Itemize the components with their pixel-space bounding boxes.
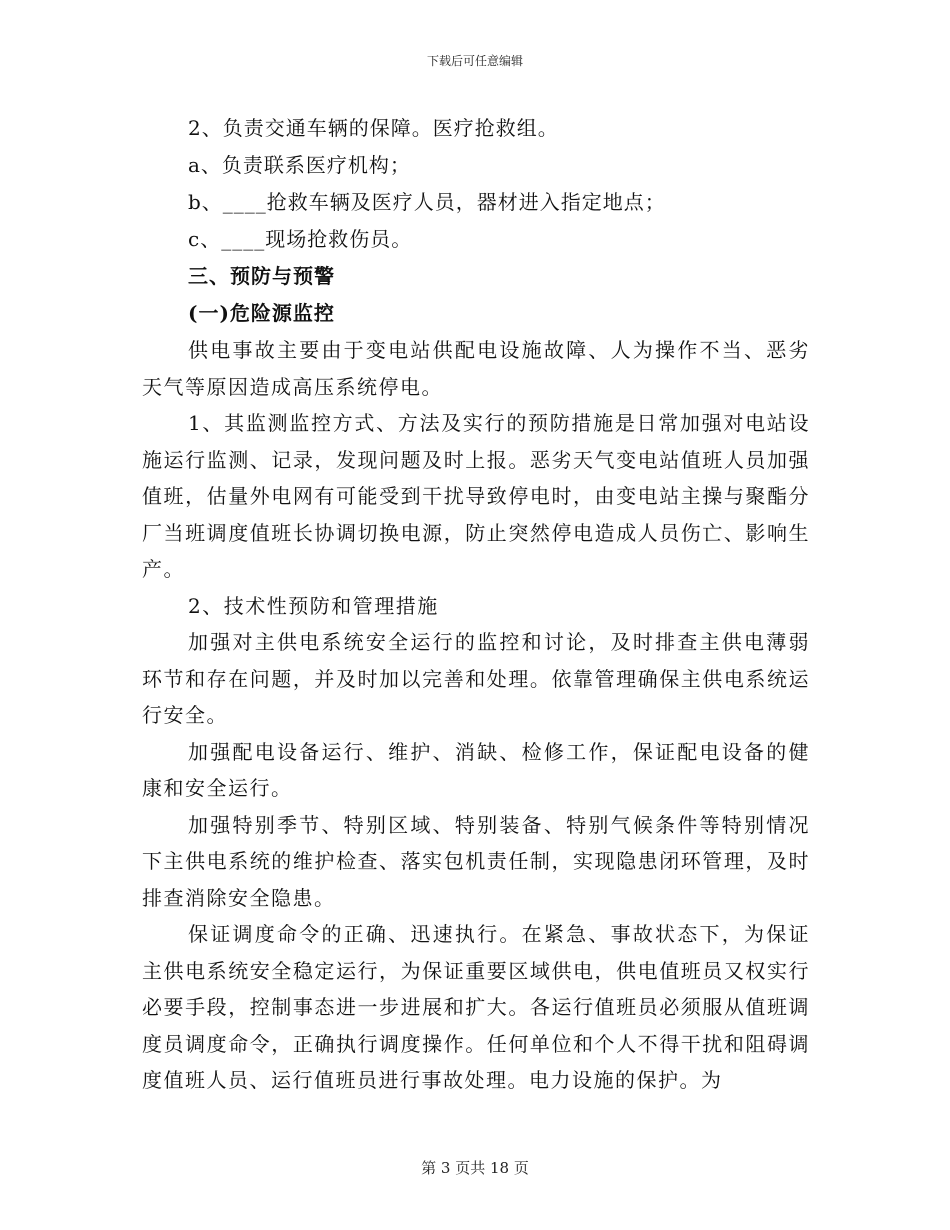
list-item: 2、负责交通车辆的保障。医疗抢救组。: [188, 116, 559, 140]
list-item: c、____现场抢救伤员。: [188, 227, 413, 251]
paragraph: 加强特别季节、特别区域、特别装备、特别气候条件等特别情况下主供电系统的维护检查、落实包机责任制，实现隐患闭环管理，及时排查消除安全隐患。: [142, 812, 810, 910]
subsection-heading: (一)危险源监控: [188, 301, 335, 325]
paragraph: 2、技术性预防和管理措施: [188, 593, 439, 618]
list-item: a、负责联系医疗机构；: [188, 153, 411, 177]
page-header: 下载后可任意编辑: [426, 54, 523, 68]
paragraph: 供电事故主要由于变电站供配电设施故障、人为操作不当、恶劣天气等原因造成高压系统停电。: [142, 338, 810, 399]
section-heading: 三、预防与预警: [188, 264, 335, 288]
paragraph: 1、其监测监控方式、方法及实行的预防措施是日常加强对电站设施运行监测、记录，发现问题及时上报。恶劣天气变电站值班人员加强值班，估量外电网有可能受到干扰导致停电时，由变电站主操与聚酯分厂当班调度值班长协调切换电源，防止突然停电造成人员伤亡、影响生产。: [142, 411, 810, 581]
page-footer: 第 3 页共 18 页: [421, 1159, 529, 1177]
paragraph: 加强配电设备运行、维护、消缺、检修工作，保证配电设备的健康和安全运行。: [142, 739, 810, 800]
list-item: b、____抢救车辆及医疗人员，器材进入指定地点；: [188, 190, 666, 214]
paragraph: 加强对主供电系统安全运行的监控和讨论，及时排查主供电薄弱环节和存在问题，并及时加以完善和处理。依靠管理确保主供电系统运行安全。: [142, 630, 810, 727]
paragraph: 保证调度命令的正确、迅速执行。在紧急、事故状态下，为保证主供电系统安全稳定运行，为保证重要区域供电，供电值班员又权实行必要手段，控制事态进一步进展和扩大。各运行值班员必须服从值班调度员调度命令，正确执行调度操作。任何单位和个人不得干扰和阻碍调度值班人员、运行值班员进行事故处理。电力设施的保护。为: [142, 922, 810, 1092]
document-body: [142, 110, 810, 1099]
